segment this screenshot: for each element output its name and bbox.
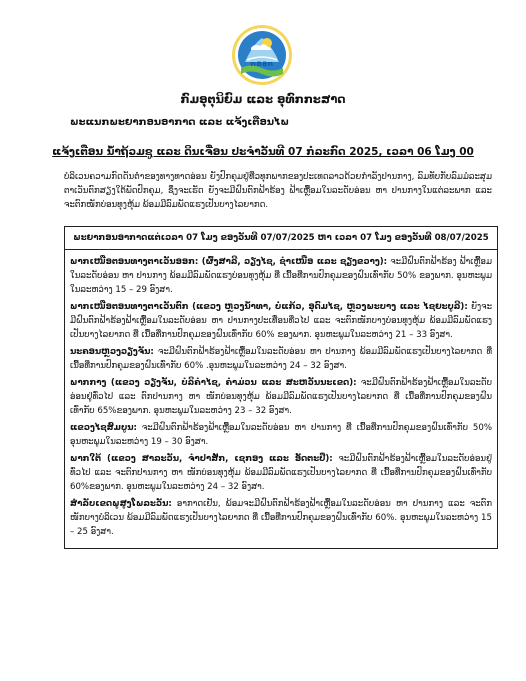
region-text: ຈະມີຝົນຕົກຟ້າຮ້ອງຟ້າເຫຼື້ອມໃນລະດັບອ່ອນ ຫາ ປານກາງ ທີ່ ເນື້ອທີ່ການປົກຄຸມຂອງຝົນເທົ່າກັບ 50% ອຸນຫະພູມໃນລະຫວ່າງ 19 – 30 ອົງສາ.: [70, 423, 492, 447]
department-name: ກົມອຸຕຸນິຍົມ ແລະ ອຸທົກກະສາດ: [180, 92, 346, 106]
region-bolaven-plateau: [70, 497, 492, 539]
forecast-period-header: ພະຍາກອນອາກາດແຕ່ເວລາ 07 ໂມງ ຂອງວັນທີ 07/07/2025 ຫາ ເວລາ 07 ໂມງ ຂອງວັນທີ 08/07/2025: [65, 227, 498, 250]
region-xaisomboun: [70, 421, 492, 449]
region-name: ສໍາລັບເຂດພູສູງໂພລະວັນ:: [70, 499, 172, 509]
forecast-table: [64, 226, 498, 549]
region-name: ນະຄອນຫຼວງວຽງຈັນ:: [70, 347, 154, 357]
region-text: ຍັງຈະມີຝົນຕົກຟ້າຮ້ອງຟ້າເຫຼື້ອມໃນລະດັບອ່ອນ ຫາ ປານກາງປະເທື່ອນທີ່ວໄປ ແລະ ຈະຕົກໜັກບາງບ່ອນທຸງຫຸ້ມ ພ້ອມມີລົມພັດແຮງເປັນບາງໄລຍາກດ ທີ່ ເນື້ອທີ່ການປົກຄຸມຂອງຝົນເທົ່າກັບ 60% ຂອງພາກ. ອຸນຫະພູມໃນລະຫວ່າງ 21 – 33 ອົງສາ.: [70, 302, 492, 340]
document-title: [0, 145, 526, 159]
logo-emblem-icon: [231, 24, 293, 86]
region-central: [70, 376, 492, 418]
region-name: ພາກໃຕ້ (ແຂວງ ສາລະວັນ, ຈໍາປາສັກ, ເຊກອງ ແລະ ອັດຕະປື):: [70, 454, 333, 464]
region-name: ພາກກາງ (ແຂວງ ວຽງຈັນ, ບໍລິຄໍາໄຊ, ຄໍາມ່ວນ ແລະ ສະຫວັນນະເຂດ):: [70, 378, 357, 388]
region-northwest: [70, 300, 492, 342]
region-text: ຈະມີຝົນຕົກຟ້າຮ້ອງຟ້າເຫຼື້ອມໃນລະດັບອ່ອນ ຫາ ປານກາງ ພ້ອມມີລົມພັດແຮງເປັນບາງໄລຍາກດ ທີ່ ເນື້ອທີ່ການປົກຄຸມຂອງຝົນເທົ່າກັບ 60% .ອຸນຫະພູມໃນລະຫວ່າງ 24 – 32 ອົງສາ.: [70, 347, 492, 371]
region-name: ແຂວງໄຊສົມບູນ:: [70, 423, 137, 433]
region-text: ຈະມີຝົນຕົກຟ້າຮ້ອງຟ້າເຫຼື້ອມໃນລະດັບອ່ອນຢູ່ທົ່ວໄປ ແລະ ຕົກປານກາງ ຫາ ໜັກບ່ອນທຸງຫຸ້ມ ພ້ອມມີລົມພັດແຮງເປັນບາງໄລຍາກດ ທີ່ ເນື້ອທີ່ການປົກຄຸມຂອງຝົນເທົ່າກັບ 65%ຂອງພາກ. ອຸນຫະພູມໃນລະຫວ່າງ 23 – 32 ອົງສາ.: [70, 378, 492, 416]
region-vientiane-capital: [70, 345, 492, 373]
region-text: ອາກາດເຢັນ, ພ້ອມຈະມີຝົນຕົກຟ້າຮ້ອງຟ້າເຫຼື້ອມໃນລະດັບອ່ອນ ຫາ ປານກາງ ແລະ ຈະຕົກໜັກບາງບໍລິເວນ ພ້ອມມີລົມພັດແຮງເປັນບາງໄລຍາກດ ທີ່ ເນື້ອທີ່ການປົກຄຸມຂອງຝົນເທົ່າກັບ 60%. ອຸນຫະພູມໃນລະຫວ່າງ 15 – 25 ອົງສາ.: [70, 499, 492, 537]
region-northeast: [70, 255, 492, 297]
region-south: [70, 452, 492, 494]
logo-text: ກອອກ: [250, 60, 274, 68]
region-name: ພາກເໜືອຕອນທາງຕາເວັນຕົກ (ແຂວງ ຫຼວງນໍ້າທາ, ບໍ່ແກ້ວ, ອຸດົມໄຊ, ຫຼວງພະບາງ ແລະ ໄຊຍະບູລີ):: [70, 302, 468, 312]
region-name: ພາກເໜືອຕອນທາງຕາເວັນອອກ: (ຜົ້ງສາລີ, ວຽງໄຊ, ຊໍາເໜືອ ແລະ ຊຽງຂວາງ):: [70, 257, 388, 267]
department-logo: [231, 24, 293, 86]
region-text: ຈະມີຝົນຕົກຟ້າຮ້ອງ ຟ້າເຫຼື້ອມໃນລະດັບອ່ອນ ຫາ ປານກາງ ພ້ອມມີລົມພັດແຮງບ່ອນທຸງຫຸ້ມ ທີ່ ເນື້ອທີ່ການປົກຄຸມຂອງຝົນເທົ່າກັບ 50% ຂອງພາກ. ອຸນຫະພູມໃນລະຫວ່າງ 15 – 29 ອົງສາ.: [70, 257, 492, 295]
document-title-text: ແຈ້ງເຕືອນ ນໍ້າຖ້ວມຊູ ແລະ ດິນເຈື່ອນ ປະຈໍາວັນທີ 07 ກໍລະກົດ 2025, ເວລາ 06 ໂມງ 00: [52, 146, 474, 158]
intro-paragraph: ບໍລິເວນຄວາມກົດດັນຕໍ່າຂອງທາງທາດອ່ອນ ຍັງປົກຄຸມຢູ່ທີ່ວທຸກພາກຂອງປະເທດລາວດ້ວຍກໍາລັງປານກາງ, ລົມທັບກັບລົມມໍລະສຸມຕາເວັນຕົກສຽງໃຕ້ພັດປົກຄຸມ, ຊຶ່ງຈະເຮັດ ຍັງຈະມີຝົນຕົກຟ້າຮ້ອງ ຟ້າເຫຼື້ອມໃນລະດັບອ່ອນ ຫາ ປານກາງໃນແຕ່ລະພາກ ແລະ ຈະຕົກໜັກບ່ອນທຸງຫຸ້ມ ພ້ອມມີລົມພັດແຮງເປັນບາງໄລຍາກດ.: [64, 172, 492, 210]
forecast-body: [65, 250, 498, 549]
division-name: ພະແນກພະຍາກອນອາກາດ ແລະ ແຈ້ງເຕືອນໄພ: [70, 117, 290, 128]
region-text: ຈະມີຝົນຕົກຟ້າຮ້ອງຟ້າເຫຼື້ອມໃນລະດັບອ່ອນຢູ່ທົ່ວໄປ ແລະ ຈະຕົກປານກາງ ຫາ ໜັກບ່ອນທຸງຫຸ້ມ ພ້ອມມີລົມພັດແຮງເປັນບາງໄລຍາກດ ທີ່ ເນື້ອທີ່ການປົກຄຸມຂອງຝົນເທົ່າກັບ 60%ຂອງພາກ. ອຸນຫະພູມໃນລະຫວ່າງ 24 – 32 ອົງສາ.: [70, 454, 492, 492]
